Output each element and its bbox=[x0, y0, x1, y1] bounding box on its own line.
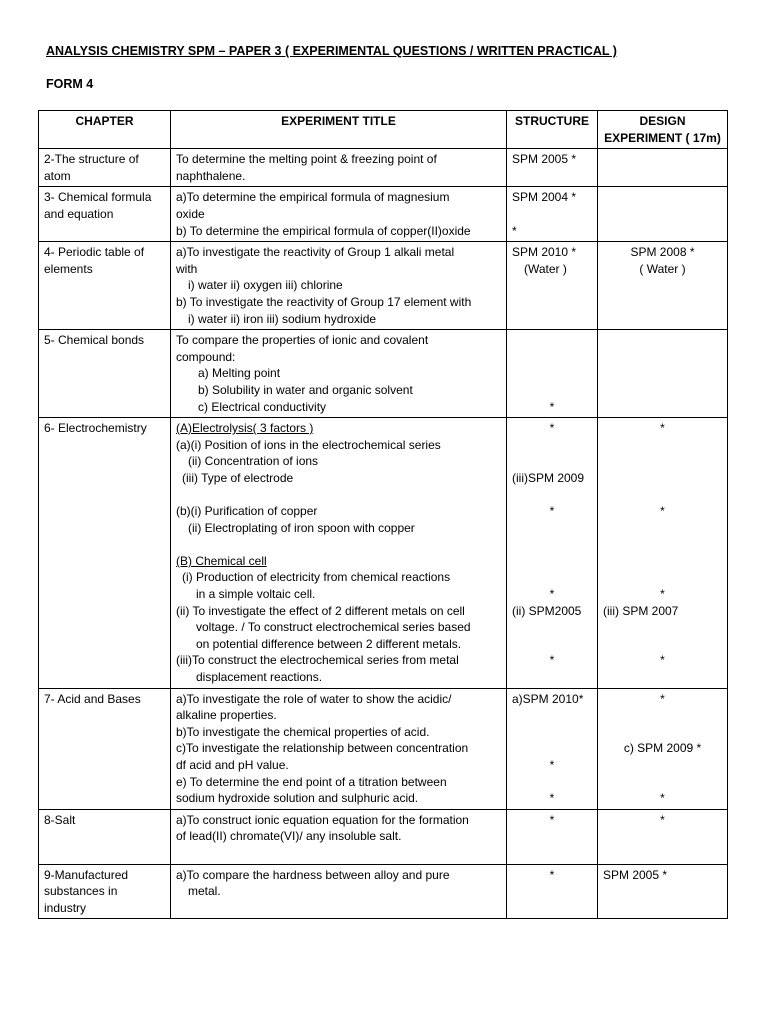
structure-line: * bbox=[549, 399, 555, 414]
title-line: (ii) Concentration of ions bbox=[188, 454, 319, 469]
header-design bbox=[598, 111, 728, 149]
design-line: * bbox=[660, 587, 665, 602]
title-line: (ii) Electroplating of iron spoon with copper bbox=[188, 520, 415, 535]
structure-line: * bbox=[549, 757, 555, 772]
design-line: * bbox=[660, 504, 665, 519]
title-line: (b)(i) Purification of copper bbox=[176, 504, 318, 519]
title-line: (iii)To construct the electrochemical series from metal bbox=[176, 653, 459, 668]
title-line: metal. bbox=[188, 884, 221, 899]
title-line: naphthalene. bbox=[176, 168, 246, 183]
structure-line: (Water ) bbox=[524, 261, 567, 276]
design-cell bbox=[598, 149, 728, 187]
design-cell bbox=[598, 418, 728, 689]
title-line: b) To investigate the reactivity of Group 17 element with bbox=[176, 294, 472, 309]
structure-line: SPM 2005 * bbox=[512, 152, 577, 167]
title-line: of lead(II) chromate(VI)/ any insoluble salt. bbox=[176, 829, 402, 844]
title-cell bbox=[171, 187, 507, 242]
structure-cell bbox=[507, 187, 598, 242]
title-cell bbox=[171, 149, 507, 187]
title-line: a)To compare the hardness between alloy and pure bbox=[176, 867, 450, 882]
structure-line: * bbox=[549, 587, 555, 602]
table-row bbox=[39, 242, 728, 330]
design-line: * bbox=[660, 421, 665, 436]
header-design-line-2: EXPERIMENT ( 17m) bbox=[604, 130, 721, 145]
title-line: b) To determine the empirical formula of copper(II)oxide bbox=[176, 223, 471, 238]
chapter-cell bbox=[39, 809, 171, 864]
title-line: c) Electrical conductivity bbox=[198, 399, 327, 414]
title-line: a)To determine the empirical formula of magnesium bbox=[176, 190, 450, 205]
chapter-cell bbox=[39, 242, 171, 330]
chapter-line: elements bbox=[44, 261, 93, 276]
experiment-table bbox=[38, 110, 728, 919]
title-line: To compare the properties of ionic and covalent bbox=[176, 333, 429, 348]
design-line: * bbox=[660, 791, 665, 806]
design-line: ( Water ) bbox=[639, 261, 686, 276]
design-cell bbox=[598, 242, 728, 330]
title-line: voltage. / To construct electrochemical series based bbox=[196, 620, 471, 635]
header-structure: STRUCTURE bbox=[507, 111, 598, 149]
structure-line: (iii)SPM 2009 bbox=[512, 470, 585, 485]
design-line: * bbox=[660, 691, 665, 706]
title-line: i) water ii) oxygen iii) chlorine bbox=[188, 278, 343, 293]
title-line: alkaline properties. bbox=[176, 708, 277, 723]
title-line: on potential difference between 2 different metals. bbox=[196, 636, 462, 651]
table-row bbox=[39, 809, 728, 864]
title-line: in a simple voltaic cell. bbox=[196, 587, 316, 602]
chapter-line: and equation bbox=[44, 206, 114, 221]
table-header-row bbox=[39, 111, 728, 149]
chapter-line: 5- Chemical bonds bbox=[44, 333, 145, 348]
chapter-line: 3- Chemical formula bbox=[44, 190, 152, 205]
title-line: (i) Production of electricity from chemical reactions bbox=[182, 570, 451, 585]
chapter-line: substances in bbox=[44, 884, 118, 899]
chapter-cell bbox=[39, 149, 171, 187]
structure-cell bbox=[507, 242, 598, 330]
table-row bbox=[39, 688, 728, 809]
structure-line: * bbox=[549, 791, 555, 806]
structure-line: * bbox=[549, 812, 555, 827]
structure-line: * bbox=[512, 223, 517, 238]
structure-cell bbox=[507, 809, 598, 864]
design-line: (iii) SPM 2007 bbox=[603, 603, 679, 618]
table-row bbox=[39, 330, 728, 418]
structure-cell bbox=[507, 418, 598, 689]
title-line: with bbox=[176, 261, 198, 276]
chapter-line: 8-Salt bbox=[44, 812, 76, 827]
design-line: c) SPM 2009 * bbox=[623, 741, 702, 756]
title-line: a)To investigate the role of water to show the acidic/ bbox=[176, 691, 452, 706]
chapter-cell bbox=[39, 688, 171, 809]
chapter-line: 2-The structure of bbox=[44, 152, 139, 167]
chapter-line: 7- Acid and Bases bbox=[44, 691, 141, 706]
title-line: b) Solubility in water and organic solvent bbox=[198, 382, 413, 397]
title-cell bbox=[171, 864, 507, 919]
chapter-line: 4- Periodic table of bbox=[44, 245, 145, 260]
chapter-cell bbox=[39, 864, 171, 919]
title-line: b)To investigate the chemical properties of acid. bbox=[176, 724, 430, 739]
title-line: (a)(i) Position of ions in the electrochemical series bbox=[176, 437, 441, 452]
title-line: sodium hydroxide solution and sulphuric acid. bbox=[176, 791, 419, 806]
title-line: compound: bbox=[176, 349, 236, 364]
title-line: oxide bbox=[176, 206, 205, 221]
form-label: FORM 4 bbox=[46, 77, 94, 91]
title-line: a) Melting point bbox=[198, 366, 281, 381]
design-cell bbox=[598, 864, 728, 919]
title-line: (B) Chemical cell bbox=[176, 553, 267, 568]
header-experiment-title: EXPERIMENT TITLE bbox=[171, 111, 507, 149]
structure-line: SPM 2010 * bbox=[512, 245, 577, 260]
title-line: i) water ii) iron iii) sodium hydroxide bbox=[188, 311, 377, 326]
title-line: (iii) Type of electrode bbox=[182, 470, 294, 485]
title-line: a)To construct ionic equation equation for the formation bbox=[176, 812, 469, 827]
design-line: * bbox=[660, 812, 665, 827]
structure-line: * bbox=[549, 421, 555, 436]
design-cell bbox=[598, 688, 728, 809]
structure-line: * bbox=[549, 504, 555, 519]
structure-line: SPM 2004 * bbox=[512, 190, 577, 205]
chapter-line: atom bbox=[44, 168, 71, 183]
design-cell bbox=[598, 187, 728, 242]
design-line: * bbox=[660, 653, 665, 668]
document-title: ANALYSIS CHEMISTRY SPM – PAPER 3 ( EXPERIMENTAL QUESTIONS / WRITTEN PRACTICAL ) bbox=[46, 44, 617, 58]
table-row bbox=[39, 187, 728, 242]
table-row bbox=[39, 149, 728, 187]
structure-cell bbox=[507, 864, 598, 919]
chapter-cell bbox=[39, 330, 171, 418]
design-line: SPM 2005 * bbox=[603, 867, 668, 882]
design-cell bbox=[598, 330, 728, 418]
title-line: (ii) To investigate the effect of 2 different metals on cell bbox=[176, 603, 465, 618]
chapter-line: 6- Electrochemistry bbox=[44, 421, 147, 436]
chapter-cell bbox=[39, 187, 171, 242]
chapter-cell bbox=[39, 418, 171, 689]
title-cell bbox=[171, 688, 507, 809]
structure-cell bbox=[507, 330, 598, 418]
title-line: (A)Electrolysis( 3 factors ) bbox=[176, 421, 314, 436]
table-row bbox=[39, 418, 728, 689]
chapter-line: industry bbox=[44, 900, 87, 915]
table-row bbox=[39, 864, 728, 919]
title-line: c)To investigate the relationship between concentration bbox=[176, 741, 469, 756]
structure-cell bbox=[507, 688, 598, 809]
header-chapter: CHAPTER bbox=[39, 111, 171, 149]
structure-cell bbox=[507, 149, 598, 187]
title-line: e) To determine the end point of a titration between bbox=[176, 774, 447, 789]
title-line: displacement reactions. bbox=[196, 670, 323, 684]
structure-line: * bbox=[549, 653, 555, 668]
title-cell bbox=[171, 418, 507, 689]
title-cell bbox=[171, 809, 507, 864]
structure-line: * bbox=[549, 867, 555, 882]
structure-line: a)SPM 2010* bbox=[512, 691, 584, 706]
design-line: SPM 2008 * bbox=[630, 245, 695, 260]
title-line: a)To investigate the reactivity of Group 1 alkali metal bbox=[176, 245, 455, 260]
title-line: df acid and pH value. bbox=[176, 757, 289, 772]
title-line: To determine the melting point & freezing point of bbox=[176, 152, 437, 167]
header-design-line-1: DESIGN bbox=[639, 114, 686, 128]
design-cell bbox=[598, 809, 728, 864]
structure-line: (ii) SPM2005 bbox=[512, 603, 582, 618]
title-cell bbox=[171, 242, 507, 330]
chapter-line: 9-Manufactured bbox=[44, 867, 129, 882]
title-cell bbox=[171, 330, 507, 418]
